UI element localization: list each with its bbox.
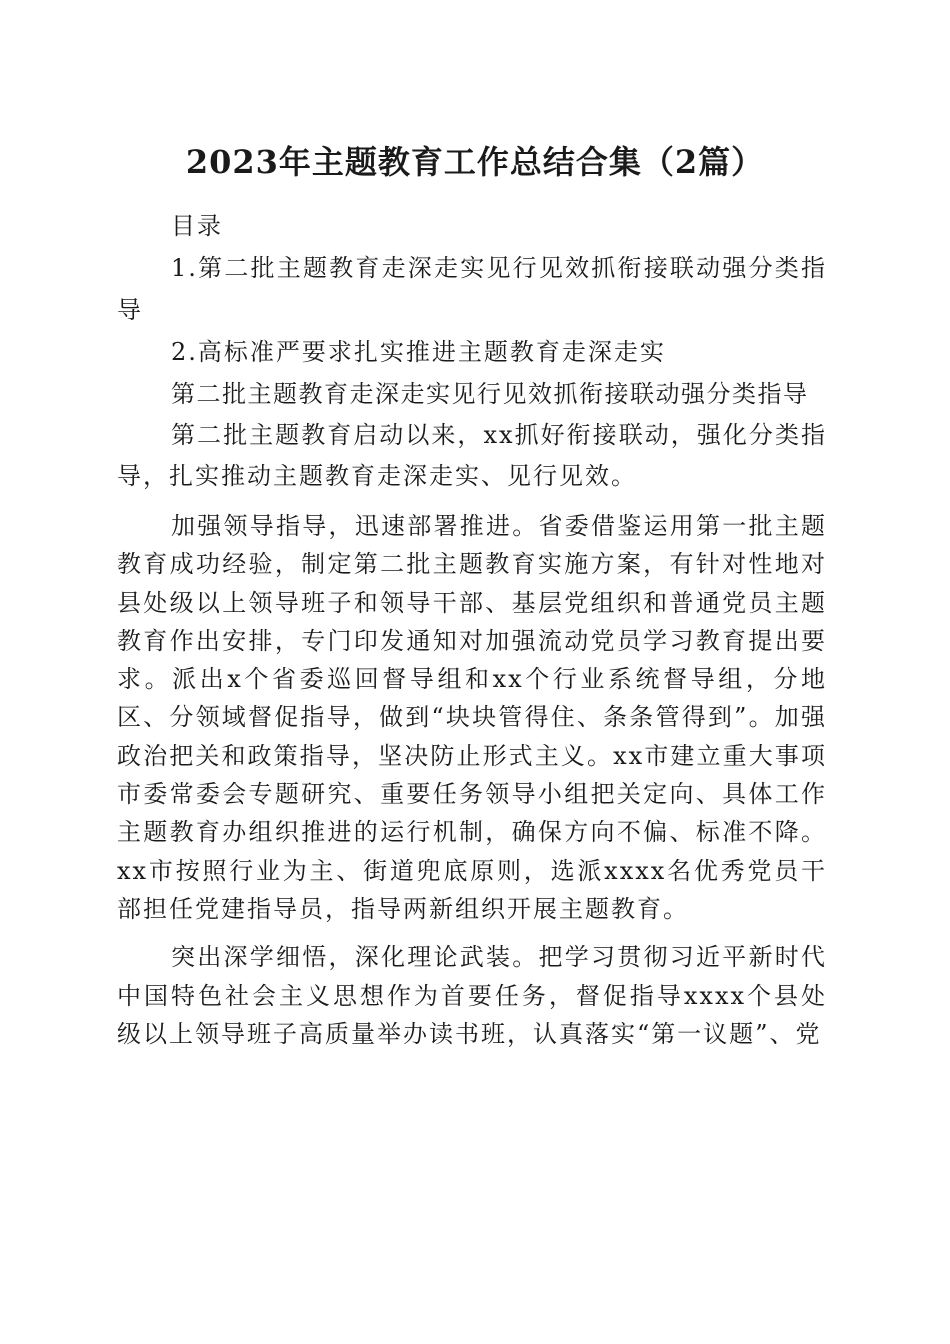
article-paragraph-study: 突出深学细悟，深化理论武装。把学习贯彻习近平新时代中国特色社会主义思想作为首要任务，督促指导xxxx个县处级以上领导班子高质量举办读书班，认真落实“第一议题”、党 <box>117 943 827 1048</box>
table-of-contents <box>117 205 827 373</box>
toc-item-2: 2.高标准严要求扎实推进主题教育走深走实 <box>171 338 666 366</box>
toc-item-1: 1.第二批主题教育走深走实见行见效抓衔接联动强分类指导 <box>117 254 827 324</box>
document-body <box>117 205 827 1053</box>
document-title: 2023年主题教育工作总结合集（2篇） <box>185 143 765 181</box>
article-heading: 第二批主题教育走深走实见行见效抓衔接联动强分类指导 <box>171 380 809 408</box>
toc-heading: 目录 <box>171 212 223 240</box>
article-paragraph-leadership: 加强领导指导，迅速部署推进。省委借鉴运用第一批主题教育成功经验，制定第二批主题教育实施方案，有针对性地对县处级以上领导班子和领导干部、基层党组织和普通党员主题教育作出安排，专门印发通知对加强流动党员学习教育提出要求。派出x个省委巡回督导组和xx个行业系统督导组，分地区、分领域督促指导，做到“块块管得住、条条管得到”。加强政治把关和政策指导，坚决防止形式主义。xx市建立重大事项市委常委会专题研究、重要任务领导小组把关定向、具体工作主题教育办组织推进的运行机制，确保方向不偏、标准不降。xx市按照行业为主、街道兜底原则，选派xxxx名优秀党员干部担任党建指导员，指导两新组织开展主题教育。 <box>117 512 827 923</box>
article-paragraph-intro: 第二批主题教育启动以来，xx抓好衔接联动，强化分类指导，扎实推动主题教育走深走实、见行见效。 <box>117 421 827 490</box>
